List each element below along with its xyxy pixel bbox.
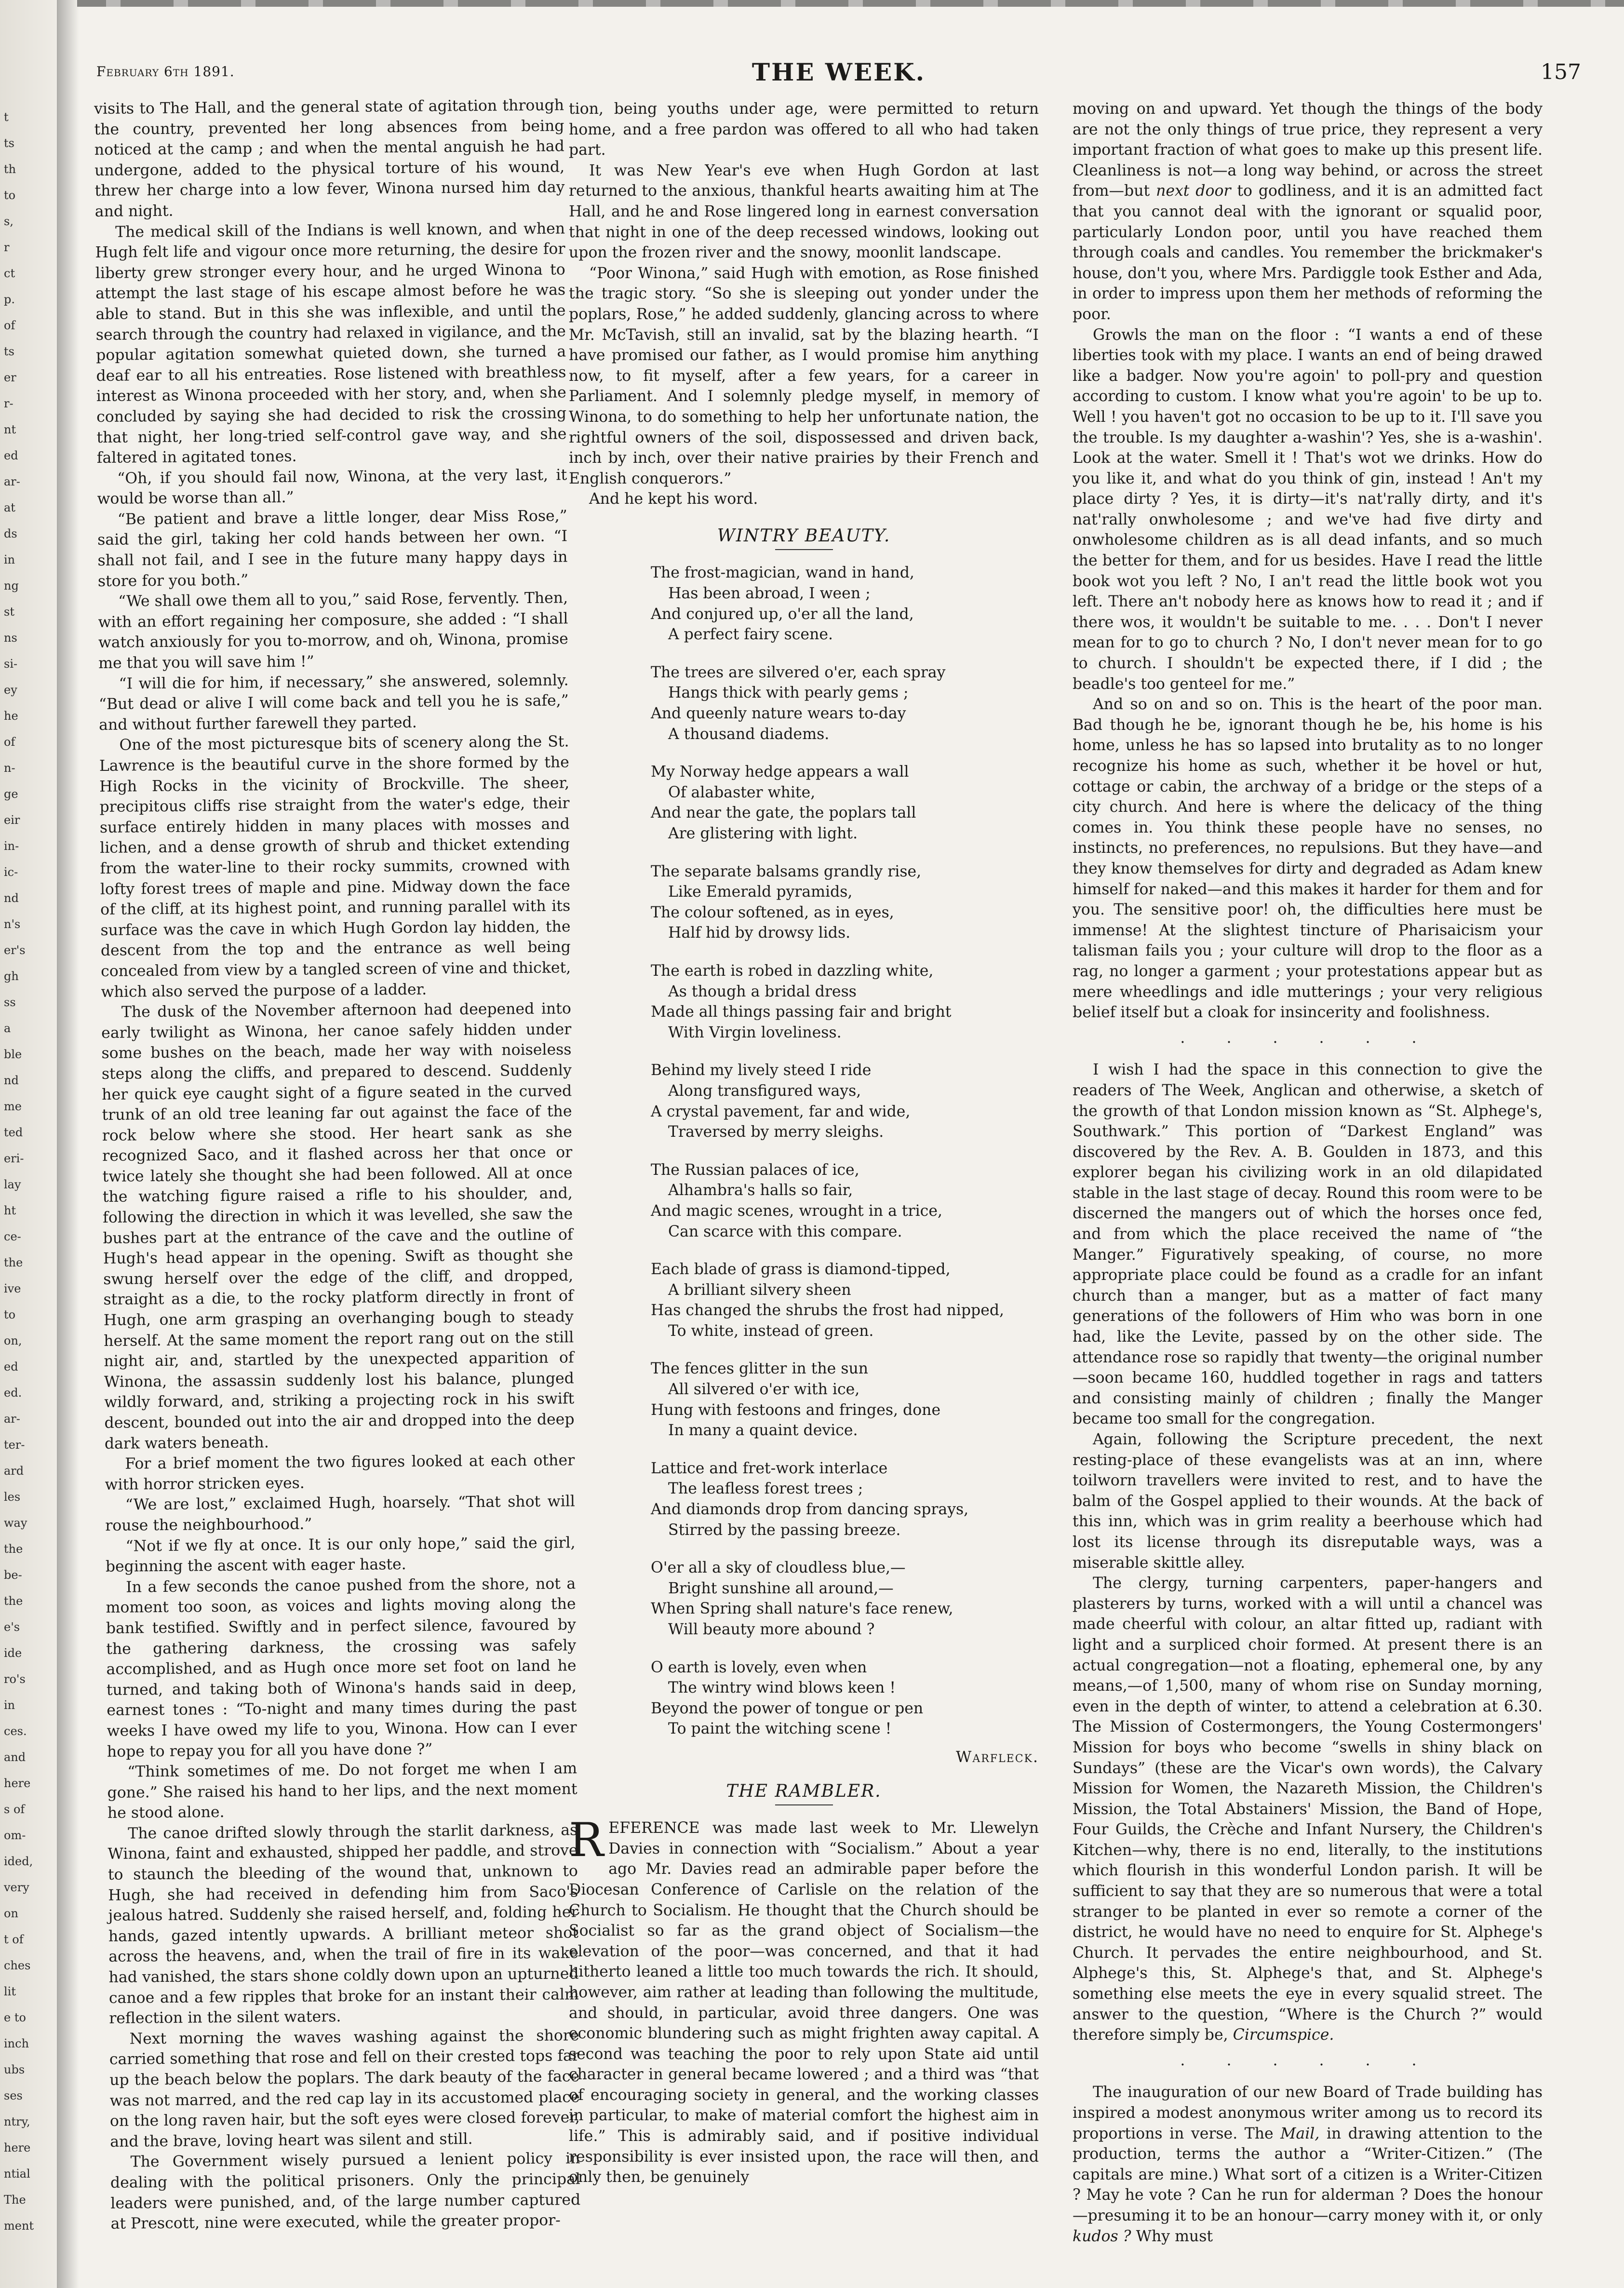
adjacent-page-fragment: ge — [4, 787, 18, 801]
poem-line: O'er all a sky of cloudless blue,— — [651, 1559, 906, 1577]
poem-stanza — [651, 1259, 1039, 1341]
page-number: 157 — [1541, 60, 1581, 84]
adjacent-page-fragment: and — [4, 1750, 26, 1764]
poem-stanza — [651, 861, 1039, 943]
adjacent-page-fragment: eri- — [4, 1152, 24, 1165]
adjacent-page-fragment: ct — [4, 267, 15, 280]
italic-run: next door — [1156, 182, 1231, 200]
top-border-rule — [77, 0, 1624, 7]
adjacent-page-fragment: ses — [4, 2089, 23, 2102]
adjacent-page-fragment: very — [4, 1881, 29, 1894]
poem-line: To paint the witching scene ! — [668, 1720, 892, 1738]
adjacent-page-fragment: ht — [4, 1204, 16, 1217]
adjacent-page-fragment: be- — [4, 1568, 22, 1582]
adjacent-page-fragment: a — [4, 1022, 11, 1035]
poem-line: Half hid by drowsy lids. — [668, 924, 851, 942]
poem-line: As though a bridal dress — [668, 982, 857, 1000]
poem-stanza — [651, 762, 1039, 844]
section-title-rambler: THE RAMBLER. — [726, 1781, 882, 1801]
paragraph: “I will die for him, if necessary,” she answered, solemnly. “But dead or alive I will come back and tell you he is safe,” and without further farewell they parted. — [98, 671, 569, 734]
poem-line: When Spring shall nature's face renew, — [651, 1600, 953, 1618]
poem-line: Has changed the shrubs the frost had nipped, — [651, 1302, 1005, 1319]
poem-line: And conjured up, o'er all the land, — [651, 605, 914, 623]
poem-line: A crystal pavement, far and wide, — [651, 1103, 911, 1120]
poem-line: Each blade of grass is diamond-tipped, — [651, 1261, 951, 1279]
adjacent-page-fragment: ided, — [4, 1855, 33, 1868]
poem-line: O earth is lovely, even when — [651, 1658, 867, 1676]
binding-gutter-shadow — [57, 0, 79, 2288]
section-separator: . . . . . . — [1180, 1029, 1435, 1047]
page-header — [96, 58, 1581, 92]
poem-line: Traversed by merry sleighs. — [668, 1123, 884, 1141]
paragraph: “We shall owe them all to you,” said Rose, fervently. Then, with an effort regaining her composure, she added : “I shall watch anxiously for you to-morrow, and oh, Winona, promise me that you will save him !” — [98, 589, 568, 672]
poem-line: The colour softened, as in eyes, — [651, 903, 894, 921]
adjacent-page-fragment: ar- — [4, 475, 20, 488]
poem-line: Alhambra's halls so fair, — [668, 1182, 853, 1199]
adjacent-page-fragment: r- — [4, 397, 13, 410]
adjacent-page-fragment: ubs — [4, 2063, 25, 2076]
paragraph: For a brief moment the two figures looked at each other with horror stricken eyes. — [105, 1452, 575, 1494]
paragraph: “Not if we fly at once. It is our only hope,” said the girl, beginning the ascent with eager haste. — [105, 1534, 576, 1576]
adjacent-page-fragment: ey — [4, 683, 17, 697]
text-run: The clergy, turning carpenters, paper-hangers and plasterers by turns, worked with a will until a chancel was made cheerful with colour, an altar fitted up, radiant with light and a surpliced choir formed. At present there is an actual congregation—not a floating, ephemeral one, by any means,—of 1,500, many of whom rise on Sunday morning, even in the depth of winter, to attend a celebration at 6.30. The Mission of Costermongers, the Young Costermongers' Mission for boys who become “swells in shiny black on Sundays” (these are the Vicar's own words), the Calvary Mission for Women, the Nazareth Mission, the Children's Mission, the Total Abstainers' Mission, the Band of Hope, Four Guilds, the Crèche and Infant Nursery, the Children's Kitchen—why, there is no end, literally, to the institutions which flourish in this wonderful London parish. It will be sufficient to say that they are so numerous that were a total stranger to be planted in ever so remote a corner of the district, he would have no need to enquire for St. Alphege's Church. It pervades the entire neighbourhood, and St. Alphege's this, St. Alphege's that, and St. Alphege's something else meets the eye in every squalid street. The answer to the question, “Where is the Church ?” would therefore simply be, — [1073, 1575, 1543, 2044]
poem-line: Bright sunshine all around,— — [668, 1579, 894, 1597]
adjacent-page-edge — [0, 0, 58, 2288]
poem-stanza — [651, 662, 1039, 744]
poem-line: A brilliant silvery sheen — [668, 1281, 851, 1299]
adjacent-page-fragment: to — [4, 1308, 16, 1321]
poem-line: The frost-magician, wand in hand, — [651, 564, 914, 582]
paragraph: The Government wisely pursued a lenient policy in dealing with the political prisoners. Only the principal leaders were punished, and, of the large number captured at Prescott, nine were executed, while the greater propor- — [110, 2150, 581, 2233]
text-run: in drawing attention to the production, terms the author a “Writer-Citizen.” (The capitals are mine.) What sort of a citizen is a Writer-Citizen ? May he vote ? Can he run for alderman ? Does the honour—presuming it to be an honour—carry money with it, or only — [1073, 2125, 1543, 2224]
adjacent-page-fragment: of — [4, 319, 15, 332]
poem-signature: Warfleck. — [955, 1748, 1039, 1766]
text-run: Why must — [1131, 2227, 1213, 2245]
adjacent-page-fragment: ar- — [4, 1412, 20, 1426]
poem-line: Lattice and fret-work interlace — [651, 1459, 888, 1477]
text-run: to godliness, and it is an admitted fact that you cannot deal with the ignorant or squalid poor, particularly London poor, until you have reached them through coals and candles. You remember the brickmaker's house, don't you, where Mrs. Pardiggle took Esther and Ada, in order to impress upon them her methods of reforming the poor. — [1073, 182, 1543, 323]
drop-cap: R — [569, 1813, 604, 1868]
adjacent-page-fragment: nd — [4, 1074, 19, 1087]
adjacent-page-fragment: ce- — [4, 1230, 21, 1243]
adjacent-page-fragment: ed — [4, 449, 18, 462]
italic-run: Mail, — [1280, 2125, 1320, 2142]
adjacent-page-fragment: r — [4, 241, 10, 254]
paragraph — [1073, 2082, 1543, 2247]
adjacent-page-fragment: eir — [4, 813, 20, 827]
paragraph: The dusk of the November afternoon had deepened into early twilight as Winona, her canoe safely hidden under some bushes on the beach, made her way with noiseless steps along the cliffs, and prepared to descend. Suddenly her quick eye caught sight of a figure seated in the curved trunk of an old tree leaning far out against the face of the rock below where she stood. Her heart sank as she recognized Saco, and it flashed across her that once or twice lately she thought she had been followed. All at once the watching figure raised a rifle to his shoulder, and, following the direction in which it was levelled, she saw the bushes part at the entrance of the cave and the outline of Hugh's head appear in the opening. Swift as thought she swung herself over the edge of the cliff, and dropped, straight as a die, to the rocky platform directly in front of Hugh, one arm grasping an overhanging bough to steady herself. At the same moment the report rang out on the still night air, and, startled by the unexpected apparition of Winona, the assassin suddenly lost his balance, plunged wildly forward, and, striking a projecting rock in his swift descent, bounded out into the air and dropped into the deep dark waters beneath. — [101, 1000, 575, 1453]
adjacent-page-fragment: to — [4, 188, 16, 202]
adjacent-page-fragment: ic- — [4, 865, 18, 879]
paragraph: One of the most picturesque bits of scenery along the St. Lawrence is the beautiful curve in the shore formed by the High Rocks in the vicinity of Brockville. The sheer, precipitous cliffs rise straight from the water's edge, their surface entirely hidden in many places with mosses and lichen, and a dense growth of shrub and thicket extending from the water-line to their rocky summits, crowned with lofty forest trees of maple and pine. Midway down the face of the cliff, at its highest point, and running parallel with its surface was the cave in which Hugh Gordon lay hidden, the descent from the top and the entrance as well being concealed from view by a tangled screen of vine and thicket, which also served the purpose of a ladder. — [99, 733, 571, 1001]
poem-line: And queenly nature wears to-day — [651, 705, 906, 723]
adjacent-page-fragment: ds — [4, 527, 17, 540]
poem-line: Are glistering with light. — [668, 825, 858, 842]
adjacent-page-fragment: ns — [4, 631, 17, 645]
adjacent-page-fragment: lay — [4, 1178, 21, 1191]
adjacent-page-fragment: inch — [4, 2037, 29, 2050]
adjacent-page-fragment: ard — [4, 1464, 24, 1478]
poem-line: The fences glitter in the sun — [651, 1360, 869, 1378]
adjacent-page-fragment: t of — [4, 1933, 24, 1946]
adjacent-page-fragment: er's — [4, 943, 26, 957]
poem-body — [569, 563, 1039, 1739]
paragraph: “Think sometimes of me. Do not forget me when I am gone.” She raised his hand to her lips, and the next moment he stood alone. — [107, 1760, 577, 1822]
adjacent-page-fragment: gh — [4, 969, 19, 983]
adjacent-page-fragment: in- — [4, 839, 19, 853]
publication-title: THE WEEK. — [752, 58, 926, 86]
adjacent-page-fragment: on — [4, 1907, 18, 1920]
adjacent-page-fragment: ts — [4, 345, 14, 358]
adjacent-page-fragment: s of — [4, 1803, 25, 1816]
adjacent-page-fragment: s, — [4, 215, 13, 228]
poem-line: Behind my lively steed I ride — [651, 1062, 872, 1079]
poem-line: The trees are silvered o'er, each spray — [651, 663, 946, 681]
adjacent-page-fragment: ble — [4, 1048, 22, 1061]
title-rule — [775, 549, 833, 550]
adjacent-page-fragment: ed. — [4, 1386, 22, 1400]
paragraph: And he kept his word. — [589, 490, 758, 508]
poem-stanza — [651, 1160, 1039, 1242]
adjacent-page-fragment: ter- — [4, 1438, 25, 1452]
adjacent-page-fragment: ces. — [4, 1724, 27, 1738]
poem-line: Like Emerald pyramids, — [668, 883, 853, 901]
adjacent-page-fragment: he — [4, 709, 18, 723]
adjacent-page-fragment: e's — [4, 1620, 20, 1634]
adjacent-page-fragment: n- — [4, 761, 15, 775]
adjacent-page-fragment: ide — [4, 1646, 22, 1660]
adjacent-page-fragment: e to — [4, 2011, 26, 2024]
adjacent-page-fragment: ro's — [4, 1672, 26, 1686]
adjacent-page-fragment: nd — [4, 891, 19, 905]
poem-line: With Virgin loveliness. — [668, 1023, 842, 1041]
adjacent-page-fragment: at — [4, 501, 15, 514]
paragraph: In a few seconds the canoe pushed from the shore, not a moment too soon, as voices and lights moving along the bank testified. Swiftly and in perfect silence, favoured by the gathering darkness, the crossing was safely accomplished, and as Hugh once more set foot on land he turned, and taking both of Winona's hands said in deep, earnest tones : “To-night and many times during the past weeks I have owed my life to you, Winona. How can I ever hope to repay you for all you have done ?” — [106, 1575, 577, 1761]
poem-stanza — [651, 1558, 1039, 1640]
section-separator: . . . . . . — [1180, 2051, 1435, 2069]
adjacent-page-fragment: ive — [4, 1282, 21, 1295]
adjacent-page-fragment: ted — [4, 1126, 23, 1139]
adjacent-page-fragment: of — [4, 735, 15, 749]
poem-line: Hangs thick with pearly gems ; — [668, 684, 909, 702]
adjacent-page-fragment: ntry, — [4, 2115, 30, 2128]
paragraph — [1073, 99, 1543, 325]
column-middle — [569, 99, 1039, 2188]
rambler-paragraph — [569, 1813, 1039, 2188]
title-rule — [775, 1804, 833, 1805]
paragraph — [1073, 1573, 1543, 2046]
adjacent-page-fragment: er — [4, 371, 16, 384]
adjacent-page-fragment: p. — [4, 293, 15, 306]
paragraph: Next morning the waves washing against the shore carried something that rose and fell on their crested tops far up the beach below the poplars. The dark beauty of the face was not marred, and the red cap lay in its accustomed place on the long raven hair, but the soft eyes were closed forever, and the brave, loving heart was silent and still. — [109, 2027, 580, 2151]
column-right — [1073, 99, 1543, 2247]
poem-line: Can scarce with this compare. — [668, 1223, 902, 1240]
poem-line: The separate balsams grandly rise, — [651, 862, 922, 880]
adjacent-page-fragment: ts — [4, 136, 14, 150]
paragraph: “Be patient and brave a little longer, dear Miss Rose,” said the girl, taking her cold hands between her own. “I shall not fail, and I see in the future many happy days in store for you both.” — [97, 507, 568, 590]
poem-title: WINTRY BEAUTY. — [717, 525, 891, 546]
adjacent-page-fragment: me — [4, 1100, 22, 1113]
poem-line: Will beauty more abound ? — [668, 1621, 875, 1638]
adjacent-page-fragment: the — [4, 1256, 23, 1269]
poem-line: A thousand diadems. — [668, 725, 830, 743]
poem-stanza — [651, 1359, 1039, 1440]
paragraph: Again, following the Scripture precedent, the next resting-place of these evangelists was at an inn, where toilworn travellers were invited to rest, and to have the balm of the Gospel applied to their wounds. At the back of this inn, which was in grim reality a beerhouse which had lost its license through its disreputable ways, was a miserable skittle alley. — [1073, 1431, 1543, 1572]
poem-line: Stirred by the passing breeze. — [668, 1521, 901, 1539]
italic-run: kudos ? — [1073, 2227, 1131, 2245]
poem-stanza — [651, 1458, 1039, 1540]
poem-line: The wintry wind blows keen ! — [668, 1679, 896, 1697]
adjacent-page-fragment: in — [4, 553, 15, 566]
adjacent-page-fragment: les — [4, 1490, 21, 1504]
poem-line: Hung with festoons and fringes, done — [651, 1401, 941, 1419]
poem-line: Has been abroad, I ween ; — [668, 585, 871, 603]
poem-line: In many a quaint device. — [668, 1422, 858, 1440]
poem-line: Along transfigured ways, — [668, 1082, 861, 1100]
paragraph: And so on and so on. This is the heart of the poor man. Bad though he be, ignorant though he be, his home is his home, unless he has so lapsed into brutality as to no longer recognize his home as such, whether it be hovel or hut, cottage or cabin, the archway of a bridge or the steps of a city church. And here is where the delicacy of the thing comes in. You think these people have no senses, no instincts, no preferences, no repulsions. But they have—and they know themselves for dirty and degraded as Adam knew himself for naked—and this makes it harder for them and for you. The sensitive poor! oh, the difficulties here must be immense! At the slightest tincture of Pharisaicism your talisman fails you ; your culture will drop to the floor as a rag, no longer a garment ; your protestations appear but as mere wheedlings and idle mutterings ; your very religious belief itself but a cloak for insincerity and foolishness. — [1073, 696, 1543, 1022]
poem-line: To white, instead of green. — [668, 1322, 874, 1340]
poem-line: The Russian palaces of ice, — [651, 1161, 859, 1179]
paragraph: The medical skill of the Indians is well known, and when Hugh felt life and vigour once more returning, the desire for liberty grew stronger every hour, and he urged Winona to attempt the last stage of his escape almost before he was able to stand. But in this she was inflexible, and until the search through the country had relaxed in vigilance, and the popular agitation somewhat quieted down, she turned a deaf ear to all his entreaties. Rose listened with breathless interest as Winona proceeded with her story, and, when she concluded by saying she had decided to risk the crossing that night, her long-tried self-control gave way, and she faltered in agitated tones. — [95, 219, 567, 467]
rambler-text: EFERENCE was made last week to Mr. Llewelyn Davies in connection with “Socialism.” About a year ago Mr. Davies read an admirable paper before the Diocesan Conference of Carlisle on the relation of the Church to Socialism. He thought that the Church should be Socialist so far as the grand object of Socialism—the elevation of the poor—was concerned, and that it had hitherto leaned a little too much towards the rich. It should, however, aim rather at leading than following the multitude, and should, in particular, avoid three dangers. One was economic blundering such as might frighten away capital. A second was teaching the poor to rely upon State aid until character in general became lowered ; and a third was “that of encouraging society in general, and the working classes in particular, to make of material comfort the highest aim in life.” This is admirably said, and if positive individual responsibility is ever insisted upon, the race will then, and only then, be genuinely — [569, 1819, 1039, 2186]
text-run: moving on and upward. Yet though the things of the body are not the only things of true price, they represent a very important fraction of what goes to make up this present life. Cleanliness is not—a long way behind, or across the street from—but — [1073, 100, 1543, 200]
paragraph: “We are lost,” exclaimed Hugh, hoarsely. “That shot will rouse the neighbourhood.” — [105, 1493, 576, 1534]
paragraph: Growls the man on the floor : “I wants a end of these liberties took with my place. I wants an end of being drawed like a badger. Now you're agoin' to poll-pry and question according to custom. I know what you're agoin' to be up to. Well ! you haven't got no occasion to be up to it. I'll save you the trouble. Is my daughter a-washin'? Yes, she is a-washin'. Look at the water. Smell it ! That's wot we drinks. How do you like it, and what do you think of gin, instead ! An't my place dirty ? Yes, it is dirty—it's nat'rally dirty, and it's nat'rally onwholesome ; and we've had five dirty and onwholesome children as is all dead infants, and so much the better for them, and for us besides. Have I read the little book wot you left ? No, I an't read the little book wot you left. There an't nobody here as knows how to read it ; and if there wos, it wouldn't be suitable to me. . . . Don't I never mean for to go to church ? No, I don't never mean for to go to church. I shouldn't be expected there, if I did ; the beadle's too genteel for me.” — [1073, 326, 1543, 693]
paragraph: I wish I had the space in this connection to give the readers of The Week, Anglican and otherwise, a sketch of the growth of that London mission known as “St. Alphege's, Southwark.” This portion of “Darkest England” was discovered by the Rev. A. B. Goulden in 1873, and this explorer began his civilizing work in an old dilapidated stable in the last stage of decay. Round this room were to be discerned the mangers out of which the horses once fed, and from which the place received the name of “the Manger.” Figuratively speaking, of course, no more appropriate place could be found as a cradle for an infant church than a manger, but as a matter of fact many generations of the followers of Him who was born in one had, like the Levite, passed by on the other side. The attendance rose so rapidly that twenty—the original number—soon became 160, huddled together in rags and tatters and consisting mainly of children ; finally the Manger became too small for the congregation. — [1073, 1061, 1543, 1428]
adjacent-page-fragment: si- — [4, 657, 18, 671]
adjacent-page-fragment: nt — [4, 423, 16, 436]
adjacent-page-fragment: om- — [4, 1829, 26, 1842]
italic-run: Circumspice. — [1233, 2026, 1334, 2044]
adjacent-page-fragment: lit — [4, 1985, 16, 1998]
poem-stanza — [651, 563, 1039, 645]
paragraph: The canoe drifted slowly through the starlit darkness, as Winona, faint and exhausted, shipped her paddle, and strove to staunch the bleeding of the wound that, unknown to Hugh, she had received in defending him from Saco's jealous hatred. Suddenly she raised herself, and, folding her hands, gazed intently upwards. A brilliant meteor shot across the heavens, and, when the trail of fire in its wake had vanished, the stars shone coldly down upon an upturned canoe and a few ripples that broke for an instant their calm reflection in the silent waters. — [107, 1821, 579, 2028]
poem-line: The leafless forest trees ; — [668, 1480, 863, 1498]
column-left-story — [94, 95, 581, 2259]
adjacent-page-fragment: th — [4, 162, 16, 176]
poem-line: And near the gate, the poplars tall — [651, 804, 916, 822]
poem-stanza — [651, 1060, 1039, 1142]
issue-date: February 6th 1891. — [96, 64, 235, 80]
adjacent-page-fragment: here — [4, 2141, 31, 2154]
poem-line: My Norway hedge appears a wall — [651, 763, 909, 781]
adjacent-page-fragment: way — [4, 1516, 27, 1530]
poem-line: Beyond the power of tongue or pen — [651, 1699, 924, 1717]
poem-stanza — [651, 1657, 1039, 1739]
poem-line: A perfect fairy scene. — [668, 626, 833, 644]
poem-line: And diamonds drop from dancing sprays, — [651, 1501, 969, 1519]
text-run: The inauguration of our new Board of Trade building has inspired a modest anonymous writer among us to record its proportions in verse. The — [1073, 2084, 1543, 2142]
poem-line: And magic scenes, wrought in a trice, — [651, 1202, 942, 1220]
adjacent-page-fragment: ches — [4, 1959, 31, 1972]
adjacent-page-fragment: here — [4, 1777, 31, 1790]
adjacent-page-fragment: st — [4, 605, 14, 619]
poem-line: The earth is robed in dazzling white, — [651, 962, 934, 980]
paragraph: visits to The Hall, and the general state of agitation through the country, prevented her long absences from being noticed at the camp ; and when the mental anguish he had undergone, added to the physical torture of his wound, threw her charge into a low fever, Winona nursed him day and night. — [94, 96, 565, 220]
poem-line: All silvered o'er with ice, — [668, 1381, 860, 1399]
adjacent-page-fragment: ss — [4, 996, 16, 1009]
adjacent-page-fragment: on, — [4, 1334, 22, 1347]
adjacent-page-fragment: ment — [4, 2219, 34, 2233]
poem-line: Made all things passing fair and bright — [651, 1003, 952, 1021]
adjacent-page-fragment: t — [4, 110, 9, 124]
adjacent-page-fragment: The — [4, 2193, 26, 2207]
poem-stanza — [651, 961, 1039, 1043]
adjacent-page-fragment: the — [4, 1542, 23, 1556]
poem-line: Of alabaster white, — [668, 783, 816, 801]
paragraph: It was New Year's eve when Hugh Gordon at last returned to the anxious, thankful hearts awaiting him at The Hall, and he and Rose lingered long in earnest conversation that night in one of the deep recessed windows, looking out upon the frozen river and the snowy, moonlit landscape. — [569, 162, 1039, 262]
adjacent-page-fragment: ng — [4, 579, 19, 592]
adjacent-page-fragment: n's — [4, 917, 21, 931]
adjacent-page-fragment: ntial — [4, 2167, 30, 2180]
adjacent-page-fragment: the — [4, 1594, 23, 1608]
paragraph: tion, being youths under age, were permitted to return home, and a free pardon was offered to all who had taken part. — [569, 100, 1039, 159]
adjacent-page-fragment: ed — [4, 1360, 18, 1373]
paragraph: “Oh, if you should fail now, Winona, at the very last, it would be worse than all.” — [97, 466, 567, 508]
paragraph: “Poor Winona,” said Hugh with emotion, as Rose finished the tragic story. “So she is sleeping out yonder under the poplars, Rose,” he added suddenly, glancing across to where Mr. McTavish, still an invalid, sat by the blazing hearth. “I have promised our father, as I would promise him anything now, to fit myself, after a few years, for a career in Parliament. And I solemnly pledge myself, in memory of Winona, to do something to help her unfortunate nation, the rightful owners of the soil, dispossessed and driven back, inch by inch, over their native prairies by their French and English conquerors.” — [569, 264, 1039, 487]
adjacent-page-fragment: in — [4, 1698, 15, 1712]
